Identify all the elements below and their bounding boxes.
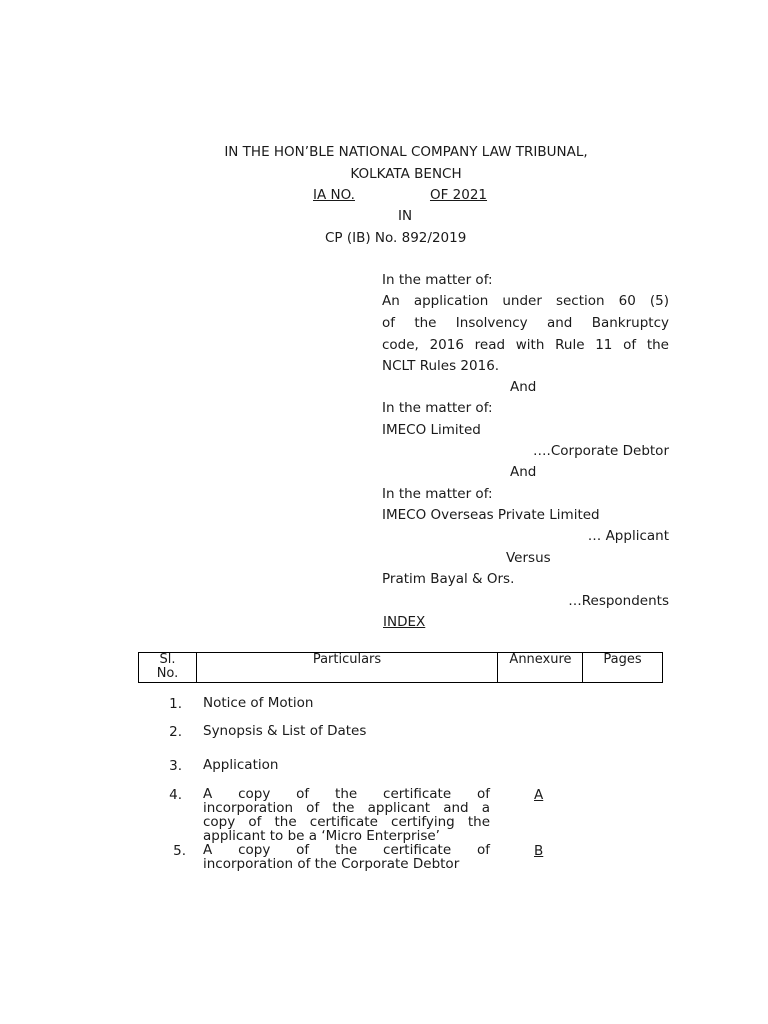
row-number: 4. [169,787,182,803]
col-particulars: Particulars [197,653,498,683]
corporate-debtor-name: IMECO Limited [382,422,481,438]
matter-text-line-4: NCLT Rules 2016. [382,358,500,374]
col-sl-no: Sl. No. [139,653,197,683]
col-pages: Pages [583,653,663,683]
particulars-line: A copy of the certificate of [203,786,490,802]
respondent-role: …Respondents [568,593,669,609]
corporate-debtor-role: ….Corporate Debtor [533,443,669,459]
matter-label-1: In the matter of: [382,272,493,288]
particulars-line: copy of the certificate certifying the [203,814,490,830]
court-title: IN THE HON’BLE NATIONAL COMPANY LAW TRIBUNAL, [224,144,588,160]
ia-no-label: IA NO. [313,187,355,203]
index-title: INDEX [383,614,426,630]
row-particulars [203,843,490,871]
ia-number [313,187,502,203]
applicant-name: IMECO Overseas Private Limited [382,507,600,523]
index-table-header [138,652,663,683]
row-number: 3. [169,758,182,774]
matter-text-line-3: code, 2016 read with Rule 11 of the [382,337,669,353]
matter-text-line-1: An application under section 60 (5) [382,293,669,309]
row-annexure: A [534,787,544,803]
row-number: 1. [169,696,182,712]
matter-label-3: In the matter of: [382,486,493,502]
particulars-line: A copy of the certificate of [203,842,490,858]
row-particulars: Notice of Motion [203,695,314,711]
row-number: 5. [173,843,186,859]
in-label: IN [398,208,413,224]
cp-number: CP (IB) No. 892/2019 [325,230,467,246]
matter-label-2: In the matter of: [382,400,493,416]
and-1: And [510,379,537,395]
applicant-role: … Applicant [587,528,669,544]
table-row [0,843,768,903]
particulars-line: incorporation of the Corporate Debtor [203,856,460,872]
row-number: 2. [169,724,182,740]
respondent-name: Pratim Bayal & Ors. [382,571,515,587]
bench-name: KOLKATA BENCH [350,166,462,182]
matter-text-line-2: of the Insolvency and Bankruptcy [382,315,669,331]
row-particulars [203,787,490,843]
row-particulars: Synopsis & List of Dates [203,723,367,739]
and-2: And [510,464,537,480]
of-year-label: OF 2021 [429,187,488,203]
row-annexure: B [534,843,544,859]
particulars-line: incorporation of the applicant and a [203,800,490,816]
particulars-line: applicant to be a ‘Micro Enterprise’ [203,828,440,844]
versus-label: Versus [506,550,551,566]
table-row [0,787,768,847]
row-particulars: Application [203,757,279,773]
col-annexure: Annexure [498,653,583,683]
